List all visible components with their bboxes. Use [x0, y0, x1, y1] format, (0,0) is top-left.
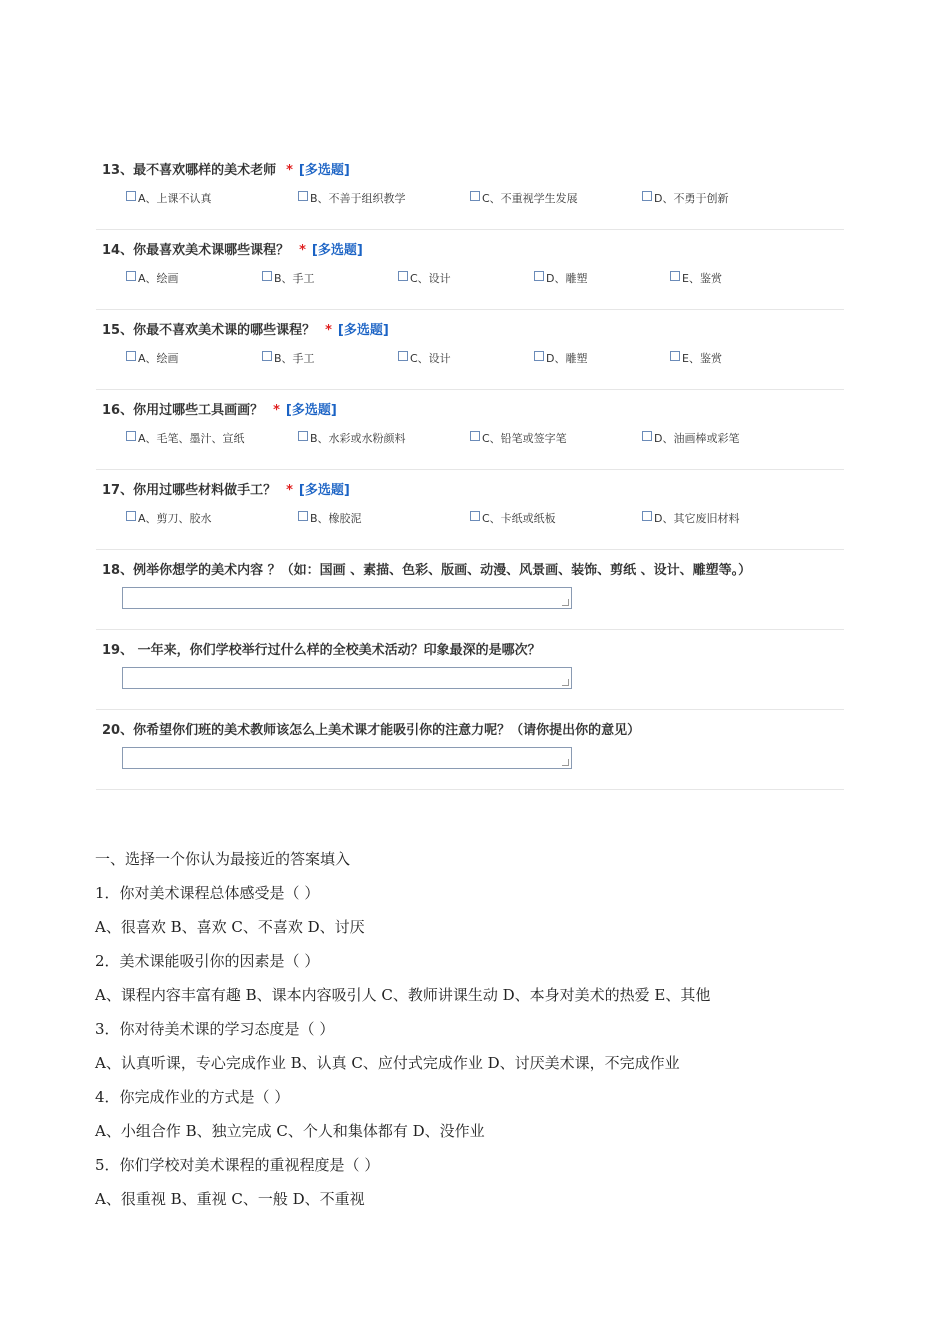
checkbox[interactable]: [126, 351, 136, 361]
questionnaire-line: A、很喜欢 B、喜欢 C、不喜欢 D、讨厌: [95, 918, 365, 936]
option-item[interactable]: [470, 430, 567, 446]
question-block: [96, 390, 844, 470]
question-text: 16、你用过哪些工具画画？: [102, 403, 264, 418]
option-item[interactable]: [470, 190, 578, 206]
option-item[interactable]: [262, 350, 315, 366]
checkbox[interactable]: [398, 351, 408, 361]
options-row: [126, 350, 846, 366]
questionnaire-line: 5．你们学校对美术课程的重视程度是（ ）: [95, 1156, 380, 1174]
checkbox[interactable]: [126, 431, 136, 441]
checkbox[interactable]: [262, 351, 272, 361]
multi-select-tag: [多选题]: [298, 163, 350, 178]
option-label: A、上课不认真: [138, 192, 212, 205]
required-marker: *: [286, 483, 293, 498]
question-title: [102, 319, 389, 338]
questionnaire-line: 1．你对美术课程总体感受是（ ）: [95, 884, 320, 902]
question-block: [96, 550, 844, 630]
answer-textarea[interactable]: [122, 747, 572, 769]
question-text: 19、 一年来，你们学校举行过什么样的全校美术活动？印象最深的是哪次？: [102, 643, 541, 658]
option-label: B、水彩或水粉颜料: [310, 432, 406, 445]
answer-textarea[interactable]: [122, 587, 572, 609]
option-label: D、其它废旧材料: [654, 512, 740, 525]
multi-select-tag: [多选题]: [337, 323, 389, 338]
question-text: 15、你最不喜欢美术课的哪些课程？: [102, 323, 316, 338]
option-label: E、鉴赏: [682, 272, 722, 285]
option-item[interactable]: [126, 270, 179, 286]
question-block: [96, 470, 844, 550]
option-item[interactable]: [126, 430, 245, 446]
option-label: C、铅笔或签字笔: [482, 432, 567, 445]
question-text: 18、例举你想学的美术内容 ？（如：国画 、素描、色彩、版画、动漫、风景画、装饰、剪纸 、设计、雕塑等。）: [102, 563, 752, 578]
option-item[interactable]: [126, 350, 179, 366]
option-item[interactable]: [534, 350, 587, 366]
checkbox[interactable]: [670, 271, 680, 281]
option-label: C、设计: [410, 272, 451, 285]
question-text: 17、你用过哪些材料做手工？: [102, 483, 277, 498]
answer-textarea[interactable]: [122, 667, 572, 689]
question-block: [96, 230, 844, 310]
question-title: [102, 159, 350, 178]
required-marker: *: [273, 403, 280, 418]
option-item[interactable]: [298, 510, 362, 526]
option-item[interactable]: [126, 510, 212, 526]
checkbox[interactable]: [298, 431, 308, 441]
multi-select-tag: [多选题]: [285, 403, 337, 418]
checkbox[interactable]: [126, 191, 136, 201]
checkbox[interactable]: [298, 511, 308, 521]
question-block: [96, 310, 844, 390]
question-block: [96, 150, 844, 230]
checkbox[interactable]: [298, 191, 308, 201]
question-block: [96, 710, 844, 790]
question-title: [102, 639, 541, 658]
option-label: D、雕塑: [546, 272, 588, 285]
question-block: [96, 630, 844, 710]
option-label: B、手工: [274, 272, 315, 285]
option-label: B、手工: [274, 352, 315, 365]
option-item[interactable]: [670, 270, 722, 286]
required-marker: *: [299, 243, 306, 258]
option-label: A、剪刀、胶水: [138, 512, 212, 525]
option-item[interactable]: [126, 190, 212, 206]
option-label: B、橡胶泥: [310, 512, 362, 525]
checkbox[interactable]: [398, 271, 408, 281]
option-label: A、毛笔、墨汁、宣纸: [138, 432, 245, 445]
required-marker: *: [286, 163, 293, 178]
options-row: [126, 510, 846, 526]
section-heading: 一、选择一个你认为最接近的答案填入: [95, 850, 351, 868]
questionnaire-line: 3．你对待美术课的学习态度是（ ）: [95, 1020, 335, 1038]
options-row: [126, 190, 846, 206]
question-title: [102, 559, 751, 578]
question-title: [102, 239, 363, 258]
options-row: [126, 270, 846, 286]
required-marker: *: [325, 323, 332, 338]
questionnaire-line: A、认真听课，专心完成作业 B、认真 C、应付式完成作业 D、讨厌美术课，不完成作业: [95, 1054, 680, 1072]
option-label: A、绘画: [138, 352, 179, 365]
option-item[interactable]: [670, 350, 722, 366]
checkbox[interactable]: [470, 511, 480, 521]
question-text: 14、你最喜欢美术课哪些课程？: [102, 243, 290, 258]
question-title: [102, 399, 337, 418]
option-label: A、绘画: [138, 272, 179, 285]
option-item[interactable]: [298, 430, 406, 446]
question-title: [102, 479, 350, 498]
survey-form: [96, 150, 844, 790]
option-item[interactable]: [642, 190, 728, 206]
option-label: C、卡纸或纸板: [482, 512, 556, 525]
checkbox[interactable]: [642, 191, 652, 201]
checkbox[interactable]: [642, 511, 652, 521]
checkbox[interactable]: [126, 511, 136, 521]
option-item[interactable]: [534, 270, 587, 286]
checkbox[interactable]: [470, 431, 480, 441]
question-title: [102, 719, 640, 738]
multi-select-tag: [多选题]: [298, 483, 350, 498]
checkbox[interactable]: [534, 271, 544, 281]
option-label: E、鉴赏: [682, 352, 722, 365]
checkbox[interactable]: [642, 431, 652, 441]
checkbox[interactable]: [470, 191, 480, 201]
questionnaire-line: 2．美术课能吸引你的因素是（ ）: [95, 952, 320, 970]
multi-select-tag: [多选题]: [311, 243, 363, 258]
option-item[interactable]: [398, 270, 451, 286]
option-item[interactable]: [642, 510, 739, 526]
checkbox[interactable]: [534, 351, 544, 361]
option-item[interactable]: [398, 350, 451, 366]
option-label: C、不重视学生发展: [482, 192, 578, 205]
plain-questionnaire: [95, 848, 855, 1222]
options-row: [126, 430, 846, 446]
option-label: B、不善于组织教学: [310, 192, 406, 205]
option-label: D、不勇于创新: [654, 192, 729, 205]
questionnaire-line: A、课程内容丰富有趣 B、课本内容吸引人 C、教师讲课生动 D、本身对美术的热爱 E、其他: [95, 986, 711, 1004]
questionnaire-line: 4．你完成作业的方式是（ ）: [95, 1088, 290, 1106]
checkbox[interactable]: [262, 271, 272, 281]
checkbox[interactable]: [126, 271, 136, 281]
option-label: D、雕塑: [546, 352, 588, 365]
option-item[interactable]: [262, 270, 315, 286]
option-item[interactable]: [470, 510, 556, 526]
question-text: 20、你希望你们班的美术教师该怎么上美术课才能吸引你的注意力呢？（请你提出你的意见）: [102, 723, 641, 738]
option-item[interactable]: [642, 430, 739, 446]
option-item[interactable]: [298, 190, 406, 206]
questionnaire-line: A、小组合作 B、独立完成 C、个人和集体都有 D、没作业: [95, 1122, 485, 1140]
option-label: C、设计: [410, 352, 451, 365]
option-label: D、油画棒或彩笔: [654, 432, 740, 445]
question-text: 13、最不喜欢哪样的美术老师: [102, 163, 277, 178]
checkbox[interactable]: [670, 351, 680, 361]
questionnaire-line: A、很重视 B、重视 C、一般 D、不重视: [95, 1190, 365, 1208]
